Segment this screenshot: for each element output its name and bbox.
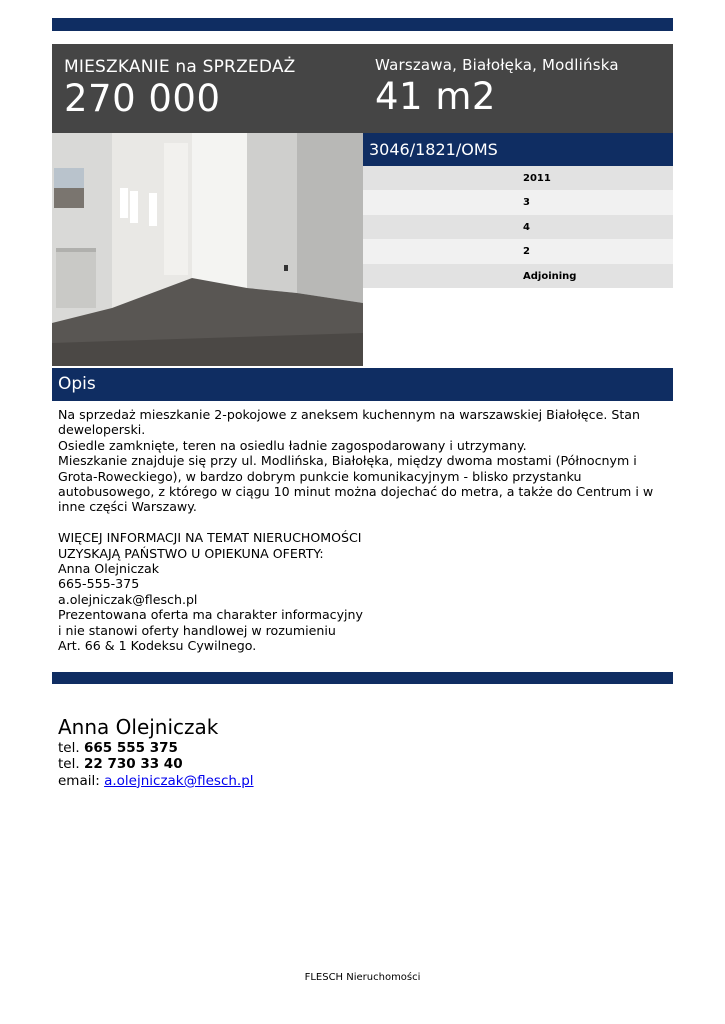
- price: 270 000: [64, 77, 221, 120]
- property-value: 4: [523, 221, 530, 233]
- description-paragraph: a.olejniczak@flesch.pl: [58, 591, 198, 607]
- description-paragraph: Osiedle zamknięte, teren na osiedlu ładnie zagospodarowany i utrzymany.: [58, 437, 527, 453]
- property-value: 2011: [523, 173, 551, 184]
- offer-type: MIESZKANIE na SPRZEDAŻ: [64, 57, 296, 77]
- description-paragraph: Prezentowana oferta ma charakter informacyjny: [58, 607, 363, 623]
- description-paragraph: WIĘCEJ INFORMACJI NA TEMAT NIERUCHOMOŚCI: [58, 530, 362, 546]
- description-paragraph: Mieszkanie znajduje się przy ul. Modlińska, Białołęka, między dwoma mostami (Północnym i Grota-Roweckiego), w bardzo dobrym punkcie komunikacyjnym - blisko przystanku autobusowego, z którego w ciągu 10 minut można dojechać do metra, a także do Centrum i w inne części Warszawy.: [58, 453, 654, 515]
- description-body: [58, 407, 670, 653]
- property-row: [363, 239, 673, 263]
- property-row: [363, 264, 673, 288]
- top-accent-bar: [52, 18, 673, 31]
- agent-contact: [58, 714, 254, 789]
- email-line: [58, 773, 254, 789]
- property-value: Adjoining: [523, 270, 577, 282]
- property-value: 3: [523, 197, 530, 209]
- description-header: [52, 368, 673, 401]
- description-heading: Opis: [58, 374, 96, 394]
- description-paragraph: i nie stanowi oferty handlowej w rozumieniu: [58, 622, 336, 638]
- description-paragraph: UZYSKAJĄ PAŃSTWO U OPIEKUNA OFERTY:: [58, 545, 324, 561]
- listing-header: [52, 44, 673, 133]
- tel-label: tel.: [58, 740, 80, 756]
- reference-number-box: [363, 133, 673, 166]
- property-row: [363, 215, 673, 239]
- tel-label: tel.: [58, 756, 80, 773]
- description-paragraph: Anna Olejniczak: [58, 561, 159, 577]
- description-paragraph: Art. 66 & 1 Kodeksu Cywilnego.: [58, 638, 257, 654]
- phone-line-2: [58, 756, 254, 772]
- property-value: 2: [523, 246, 530, 258]
- property-table: [363, 166, 673, 288]
- agent-phone-2: 22 730 33 40: [83, 756, 183, 773]
- area: 41 m2: [375, 75, 496, 118]
- email-label: email:: [58, 772, 100, 789]
- property-row: [363, 166, 673, 190]
- agent-phone-1: 665 555 375: [83, 740, 178, 756]
- agent-name: Anna Olejniczak: [58, 715, 219, 739]
- agent-email-link[interactable]: a.olejniczak@flesch.pl: [104, 772, 254, 789]
- description-paragraph: Na sprzedaż mieszkanie 2-pokojowe z aneksem kuchennym na warszawskiej Białołęce. Stan deweloperski.: [58, 407, 640, 438]
- spacer: [58, 515, 670, 530]
- description-paragraph: 665-555-375: [58, 576, 140, 592]
- property-row: [363, 190, 673, 214]
- phone-line-1: [58, 740, 254, 756]
- footer-company: FLESCH Nieruchomości: [304, 972, 421, 983]
- reference-number: 3046/1821/OMS: [369, 140, 498, 159]
- section-divider-bar: [52, 672, 673, 684]
- apartment-photo: [52, 133, 363, 366]
- location: Warszawa, Białołęka, Modlińska: [375, 56, 619, 74]
